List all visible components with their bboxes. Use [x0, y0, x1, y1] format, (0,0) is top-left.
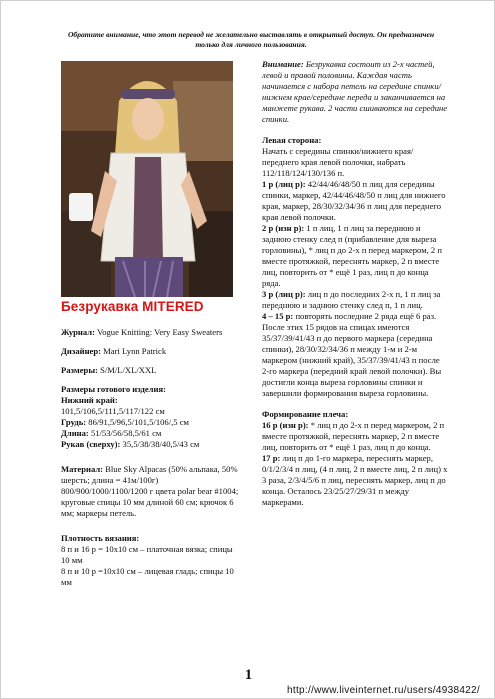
left-side-heading: Левая сторона: — [262, 135, 322, 145]
model-photo — [61, 61, 233, 297]
sleeve-line: Рукав (сверху): 35,5/38/38/40,5/43 см — [61, 439, 200, 449]
sizes-line: Размеры: S/M/L/XL/XXL — [61, 365, 157, 375]
shoulder-heading: Формирование плеча: — [262, 409, 349, 419]
chest-line: Грудь: 86/91,5/96,5/101,5/106/,5 см — [61, 417, 189, 427]
designer-line: Дизайнер: Mari Lynn Patrick — [61, 346, 167, 356]
gauge-heading: Плотность вязания: — [61, 533, 140, 543]
pattern-title: Безрукавка MITERED — [61, 299, 204, 314]
row-16: 16 р (изн р): * лиц п до 2-х п перед маркером, 2 п вместе протяжкой, переснять маркер, 2 п вместе лиц, повторить от * ещё 1 раз, лиц п до конца. — [262, 420, 445, 452]
left-column — [61, 327, 239, 588]
row-1: 1 р (лиц р): 42/44/46/48/50 п лиц для середины спинки, маркер, 42/44/46/48/50 п лиц для нижнего края, маркер, 28/30/32/34/36 п лиц для переднего края левой полочки. — [262, 179, 446, 222]
rows-4-15: 4 – 15 р: повторять последние 2 ряда ещё 6 раз. — [262, 311, 437, 321]
page-number: 1 — [244, 667, 253, 683]
source-url-watermark: http://www.liveinternet.ru/users/4938422/ — [287, 685, 480, 696]
material-line: Материал: Blue Sky Alpacas (50% альпака, 50% шерсть; длина = 41м/100г) 800/900/1000/1100/1200 г цвета polar bear #1004; круговые спицы 10 мм длиной 60 см; крючок 6 мм; маркеры петель. — [61, 464, 239, 518]
row-17: 17 р: лиц п до 1-го маркера, переснять маркер, 0/1/2/3/4 п лиц, (4 п лиц, 2 п вместе лиц, 2 п лиц) х 3 раза, 2/3/4/5/6 п лиц, переснять маркер, лиц п до конца. Осталось 23/25/27/29/31 п между маркерами. — [262, 453, 448, 507]
model-photo-illustration — [61, 61, 233, 297]
attention-note: Внимание: Безрукавка состоит из 2-х частей, левой и правой половины. Каждая часть начинается с набора петель на середине спинки/нижнем крае/середине переда и заканчивается на манжете рукава. 2 части сшиваются на середине спинки. — [262, 59, 448, 124]
right-column — [262, 59, 448, 508]
length-line: Длина: 51/53/56/58,5/61 см — [61, 428, 162, 438]
gauge-line-2: 8 п и 10 р =10х10 см – лицевая гладь; спицы 10 мм — [61, 566, 234, 587]
finished-measurements-heading: Размеры готового изделия: — [61, 384, 166, 394]
copyright-notice: Обратите внимание, что этот перевод не желательно выставлять в открытый доступ. Он предназначен только для личного пользования. — [67, 30, 435, 49]
row-3: 3 р (лиц р): лиц п до последних 2-х п, 1 п лиц за переднюю и заднюю стенку след п, 1 п лиц. — [262, 289, 441, 310]
journal-line: Журнал: Vogue Knitting: Very Easy Sweaters — [61, 327, 223, 337]
row-2: 2 р (изн р): 1 п лиц, 1 п лиц за переднюю и заднюю стенку след п (прибавление для выреза горловины), * лиц п до 2-х п перед маркером, 2 п вместе протяжкой, переснять маркер, 2 п вместе лиц, повторить от * ещё 1 раз, лиц п до конца ряда. — [262, 223, 442, 288]
after-rows-text: После этих 15 рядов на спицах имеются 35/37/39/41/43 п до первого маркера (середина спинки), 28/30/32/34/36 п между 1-м и 2-м маркером (нижний край), 35/37/39/41/43 п после 2-го маркера (передний край левой полочки). Вы достигли конца выреза горловины спинки и завершили формирования выреза горловины. — [262, 322, 442, 398]
left-side-intro: Начать с середины спинки/нижнего края/переднего края левой полочки, набрать 112/118/124/130/136 п. — [262, 146, 414, 178]
lower-edge-value: 101,5/106,5/111,5/117/122 см — [61, 406, 165, 416]
gauge-line-1: 8 п и 16 р = 10х10 см – платочная вязка; спицы 10 мм — [61, 544, 233, 565]
lower-edge-line: Нижний край: — [61, 395, 118, 405]
